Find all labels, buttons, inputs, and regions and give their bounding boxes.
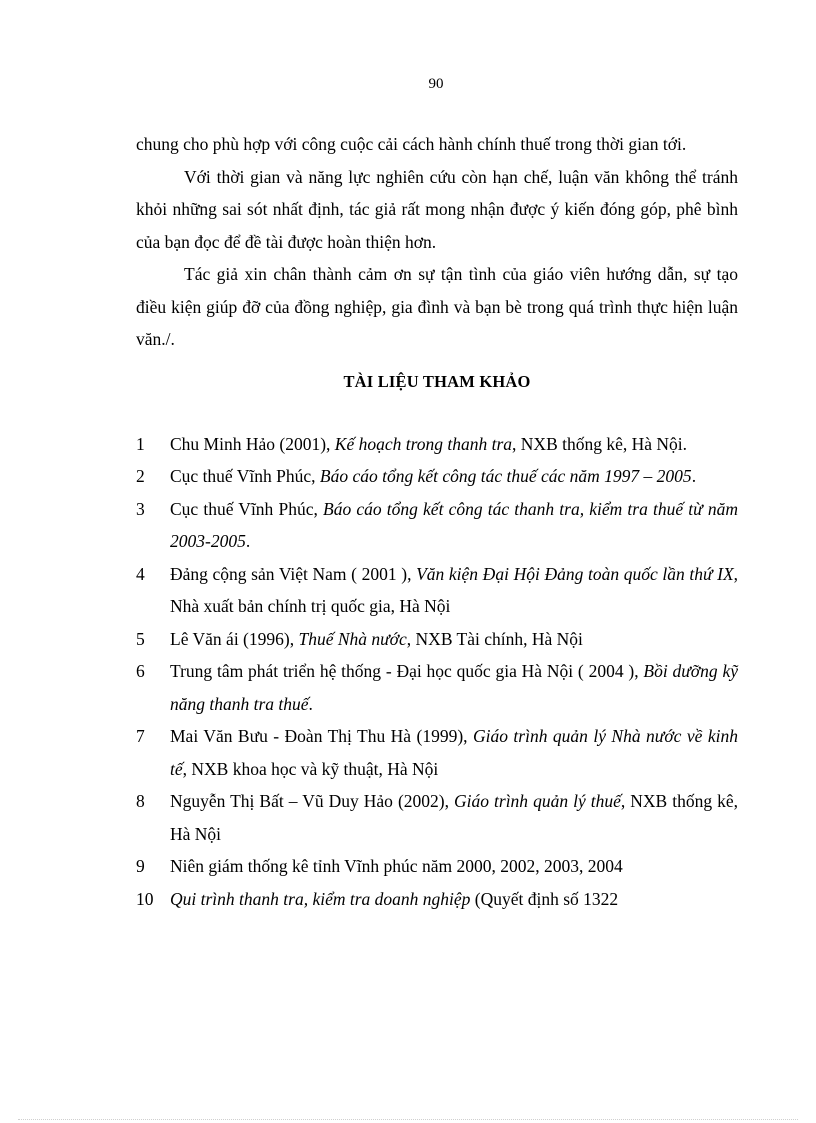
reference-title: Kế hoạch trong thanh tra (334, 433, 513, 454)
reference-title: Báo cáo tổng kết công tác thanh tra, kiểm tra thuế từ năm 2003-2005 (170, 498, 738, 551)
reference-title: Giáo trình quản lý thuế (454, 791, 621, 811)
body-paragraph-3: Tác giả xin chân thành cảm ơn sự tận tình của giáo viên hướng dẫn, sự tạo điều kiện giúp đỡ của đồng nghiệp, gia đình và bạn bè trong quá trình thực hiện luận văn./. (136, 264, 738, 349)
reference-title: Qui trình thanh tra, kiểm tra doanh nghiệp (170, 888, 471, 909)
reference-title: Bồi dưỡng kỹ năng thanh tra thuế (170, 661, 738, 714)
reference-author: Cục thuế Vĩnh Phúc, (170, 466, 320, 486)
reference-title: Văn kiện Đại Hội Đảng toàn quốc lần thứ IX (416, 563, 734, 584)
reference-item (136, 460, 738, 493)
reference-number: 6 (136, 661, 145, 681)
reference-publisher: . (308, 693, 313, 714)
reference-author: Chu Minh Hảo (2001), (170, 433, 335, 454)
reference-item (136, 623, 738, 656)
reference-item (136, 558, 738, 623)
reference-author: Nguyễn Thị Bất – Vũ Duy Hảo (2002), (170, 791, 454, 811)
reference-item (136, 493, 738, 558)
reference-number: 1 (136, 433, 145, 454)
reference-item (136, 785, 738, 850)
reference-publisher: , NXB thống kê, Hà Nội (170, 791, 739, 844)
reference-publisher: (Quyết định số 1322 (470, 888, 619, 909)
reference-publisher: , NXB khoa học và kỹ thuật, Hà Nội (182, 758, 439, 779)
reference-title: Thuế Nhà nước (298, 628, 407, 649)
reference-list (136, 428, 738, 916)
page-bottom-divider (18, 1119, 798, 1120)
body-paragraph-1: chung cho phù hợp với công cuộc cải cách hành chính thuế trong thời gian tới. (136, 134, 687, 154)
reference-number: 9 (136, 856, 145, 876)
reference-number: 10 (136, 888, 154, 909)
reference-number: 4 (136, 563, 145, 584)
reference-author: Cục thuế Vĩnh Phúc, (170, 498, 323, 519)
reference-author: Mai Văn Bưu - Đoàn Thị Thu Hà (1999), (170, 726, 473, 746)
reference-number: 5 (136, 628, 145, 649)
reference-item (136, 850, 738, 883)
reference-title: Giáo trình quản lý Nhà nước về kinh tế (170, 726, 739, 779)
reference-number: 8 (136, 791, 145, 811)
reference-publisher: , NXB thống kê, Hà Nội. (512, 433, 688, 454)
reference-item (136, 655, 738, 720)
reference-number: 3 (136, 498, 145, 519)
reference-author: Niên giám thống kê tỉnh Vĩnh phúc năm 2000, 2002, 2003, 2004 (170, 856, 623, 876)
page-number: 90 (428, 76, 444, 92)
references-heading: TÀI LIỆU THAM KHẢO (343, 371, 531, 391)
body-paragraph-2: Với thời gian và năng lực nghiên cứu còn hạn chế, luận văn không thể tránh khỏi những sai sót nhất định, tác giả rất mong nhận được ý kiến đóng góp, phê bình của bạn đọc để đề tài được hoàn thiện hơn. (136, 166, 738, 252)
reference-publisher: , Nhà xuất bản chính trị quốc gia, Hà Nội (170, 563, 739, 616)
reference-title: Báo cáo tổng kết công tác thuế các năm 1997 – 2005 (319, 466, 692, 486)
reference-number: 2 (136, 466, 145, 486)
reference-publisher: . (245, 531, 251, 551)
reference-author: Lê Văn ái (1996), (170, 628, 299, 649)
page-content (136, 128, 738, 915)
reference-author: Trung tâm phát triển hệ thống - Đại học quốc gia Hà Nội ( 2004 ), (170, 661, 644, 681)
reference-item (136, 720, 738, 785)
reference-author: Đảng cộng sản Việt Nam ( 2001 ), (170, 563, 417, 584)
reference-publisher: . (691, 466, 697, 486)
reference-number: 7 (136, 726, 145, 746)
reference-item (136, 883, 738, 916)
reference-publisher: , NXB Tài chính, Hà Nội (406, 628, 583, 649)
reference-item (136, 428, 738, 461)
